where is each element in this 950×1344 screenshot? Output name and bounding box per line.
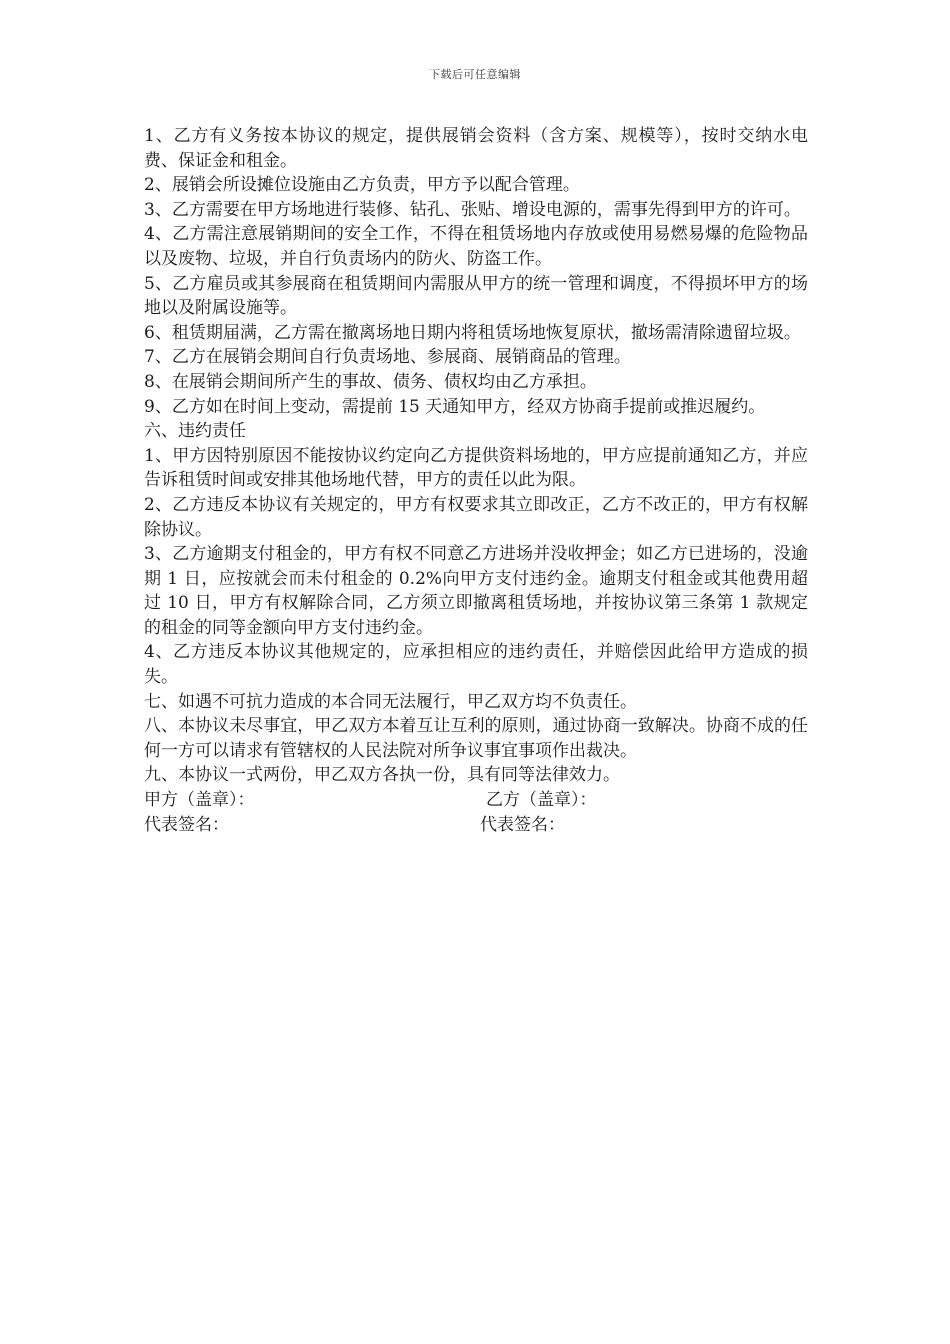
clause-6-4: 4、乙方违反本协议其他规定的，应承担相应的违约责任，并赔偿因此给甲方造成的损失。 — [144, 642, 808, 688]
seal-row — [144, 788, 808, 813]
section-heading-breach: 六、违约责任 — [144, 421, 246, 442]
party-a-sign-label: 代表签名： — [144, 814, 229, 835]
party-b-sign-label: 代表签名： — [480, 814, 565, 835]
clause-6-3: 3、乙方逾期支付租金的，甲方有权不同意乙方进场并没收押金；如乙方已进场的，没逾期 1 日，应按就会而未付租金的 0.2%向甲方支付违约金。逾期支付租金或其他费用超过 10 日，甲方有权解除合同，乙方须立即撤离租赁场地，并按协议第三条第 1 款规定的租金的同等金额向甲方支付违约金。 — [144, 544, 808, 638]
clause-5-1: 1、乙方有义务按本协议的规定，提供展销会资料（含方案、规模等），按时交纳水电费、保证金和租金。 — [144, 126, 808, 171]
signature-row — [144, 813, 808, 838]
clause-6-1: 1、甲方因特别原因不能按协议约定向乙方提供资料场地的，甲方应提前通知乙方，并应告诉租赁时间或安排其他场地代替，甲方的责任以此为限。 — [144, 445, 808, 491]
document-body — [144, 124, 808, 837]
party-b-seal-label: 乙方（盖章）： — [486, 790, 597, 811]
clause-5-6: 6、租赁期届满，乙方需在撤离场地日期内将租赁场地恢复原状，撤场需清除遗留垃圾。 — [144, 322, 801, 343]
clause-5-5: 5、乙方雇员或其参展商在租赁期间内需服从甲方的统一管理和调度，不得损坏甲方的场地以及附属设施等。 — [144, 273, 808, 319]
clause-5-3: 3、乙方需要在甲方场地进行装修、钻孔、张贴、增设电源的，需事先得到甲方的许可。 — [144, 199, 801, 220]
party-a-seal-label: 甲方（盖章）： — [144, 790, 255, 811]
clause-5-4: 4、乙方需注意展销期间的安全工作，不得在租赁场地内存放或使用易燃易爆的危险物品以及废物、垃圾，并自行负责场内的防火、防盗工作。 — [144, 224, 808, 269]
clause-7: 七、如遇不可抗力造成的本合同无法履行，甲乙双方均不负责任。 — [144, 691, 637, 712]
clause-9: 九、本协议一式两份，甲乙双方各执一份，具有同等法律效力。 — [144, 765, 620, 786]
clause-5-2: 2、展销会所设摊位设施由乙方负责，甲方予以配合管理。 — [144, 175, 580, 196]
clause-5-8: 8、在展销会期间所产生的事故、债务、债权均由乙方承担。 — [144, 371, 597, 392]
clause-8: 八、本协议未尽事宜，甲乙双方本着互让互利的原则，通过协商一致解决。协商不成的任何一方可以请求有管辖权的人民法院对所争议事宜事项作出裁决。 — [144, 716, 808, 761]
clause-5-7: 7、乙方在展销会期间自行负责场地、参展商、展销商品的管理。 — [144, 347, 631, 368]
page-header-note: 下载后可任意编辑 — [429, 68, 521, 81]
clause-5-9: 9、乙方如在时间上变动，需提前 15 天通知甲方，经双方协商手提前或推迟履约。 — [144, 396, 766, 417]
clause-6-2: 2、乙方违反本协议有关规定的，甲方有权要求其立即改正，乙方不改正的，甲方有权解除协议。 — [144, 494, 808, 540]
